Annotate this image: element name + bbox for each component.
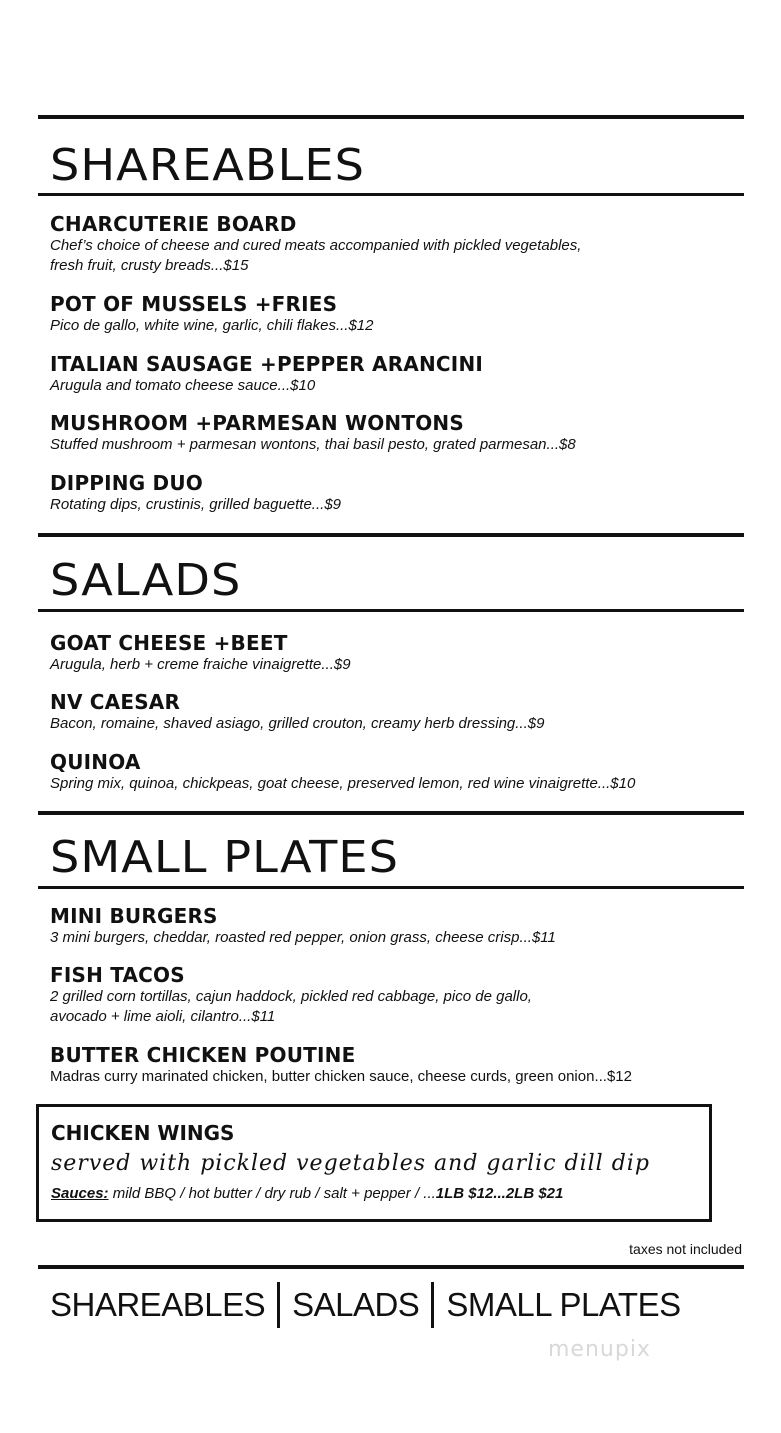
item-name: FISH TACOS (50, 963, 185, 987)
divider (38, 811, 744, 815)
item-description: 2 grilled corn tortillas, cajun haddock, pickled red cabbage, pico de gallo, avocado + lime aioli, cilantro...$11 (50, 988, 532, 1025)
item-name: ITALIAN SAUSAGE +PEPPER ARANCINI (50, 352, 484, 376)
menu-item (50, 1043, 750, 1087)
divider (38, 1265, 744, 1269)
item-name: NV CAESAR (50, 690, 181, 714)
divider (38, 886, 744, 889)
divider (38, 609, 744, 612)
divider (38, 193, 744, 196)
footer-nav-shareables: SHAREABLES (50, 1286, 266, 1323)
item-description: 3 mini burgers, cheddar, roasted red pepper, onion grass, cheese crisp...$11 (50, 929, 556, 946)
item-description: Madras curry marinated chicken, butter chicken sauce, cheese curds, green onion...$12 (50, 1068, 632, 1085)
wings-sauces (51, 1185, 563, 1202)
item-description: Bacon, romaine, shaved asiago, grilled crouton, creamy herb dressing...$9 (50, 715, 545, 732)
sauces-list: mild BBQ / hot butter / dry rub / salt + pepper / ... (108, 1185, 436, 1202)
item-description: Stuffed mushroom + parmesan wontons, thai basil pesto, grated parmesan...$8 (50, 436, 576, 453)
item-name: GOAT CHEESE +BEET (50, 631, 288, 655)
item-name: POT OF MUSSELS +FRIES (50, 292, 338, 316)
taxes-note: taxes not included (629, 1241, 742, 1257)
menu-item (50, 292, 750, 336)
wings-subtitle: served with pickled vegetables and garlic dill dip (51, 1151, 650, 1176)
item-name: CHICKEN WINGS (51, 1121, 235, 1145)
item-description: Pico de gallo, white wine, garlic, chili flakes...$12 (50, 317, 374, 334)
menu-item (50, 904, 750, 948)
menu-item (50, 411, 750, 455)
footer-nav-small-plates: SMALL PLATES (446, 1286, 681, 1323)
item-name: MINI BURGERS (50, 904, 218, 928)
menu-item (50, 963, 750, 1027)
section-title-shareables: SHAREABLES (50, 140, 366, 191)
menu-item (50, 471, 750, 515)
footer-nav-salads: SALADS (292, 1286, 420, 1323)
item-name: DIPPING DUO (50, 471, 203, 495)
footer-separator (431, 1282, 434, 1328)
item-description: Chef’s choice of cheese and cured meats accompanied with pickled vegetables, fresh fruit, crusty breads...$15 (50, 237, 582, 274)
menu-item (50, 352, 750, 396)
menu-item (50, 212, 750, 276)
menu-item (50, 690, 750, 734)
footer-separator (277, 1282, 280, 1328)
divider (38, 115, 744, 119)
item-description: Arugula and tomato cheese sauce...$10 (50, 377, 316, 394)
watermark: menupix (548, 1337, 651, 1362)
wings-prices: 1LB $12...2LB $21 (435, 1185, 564, 1202)
menu-item (50, 631, 750, 675)
section-title-small-plates: SMALL PLATES (50, 832, 399, 883)
item-description: Arugula, herb + creme fraiche vinaigrette...$9 (50, 656, 351, 673)
chicken-wings-box (36, 1104, 712, 1222)
item-name: MUSHROOM +PARMESAN WONTONS (50, 411, 464, 435)
item-name: CHARCUTERIE BOARD (50, 212, 297, 236)
divider (38, 533, 744, 537)
menu-item (50, 750, 750, 794)
footer-nav (50, 1282, 681, 1328)
item-description: Rotating dips, crustinis, grilled baguette...$9 (50, 496, 341, 513)
item-name: QUINOA (50, 750, 141, 774)
item-name: BUTTER CHICKEN POUTINE (50, 1043, 356, 1067)
sauces-label: Sauces: (51, 1185, 109, 1202)
item-description: Spring mix, quinoa, chickpeas, goat cheese, preserved lemon, red wine vinaigrette...$10 (50, 775, 636, 792)
section-title-salads: SALADS (50, 555, 242, 606)
